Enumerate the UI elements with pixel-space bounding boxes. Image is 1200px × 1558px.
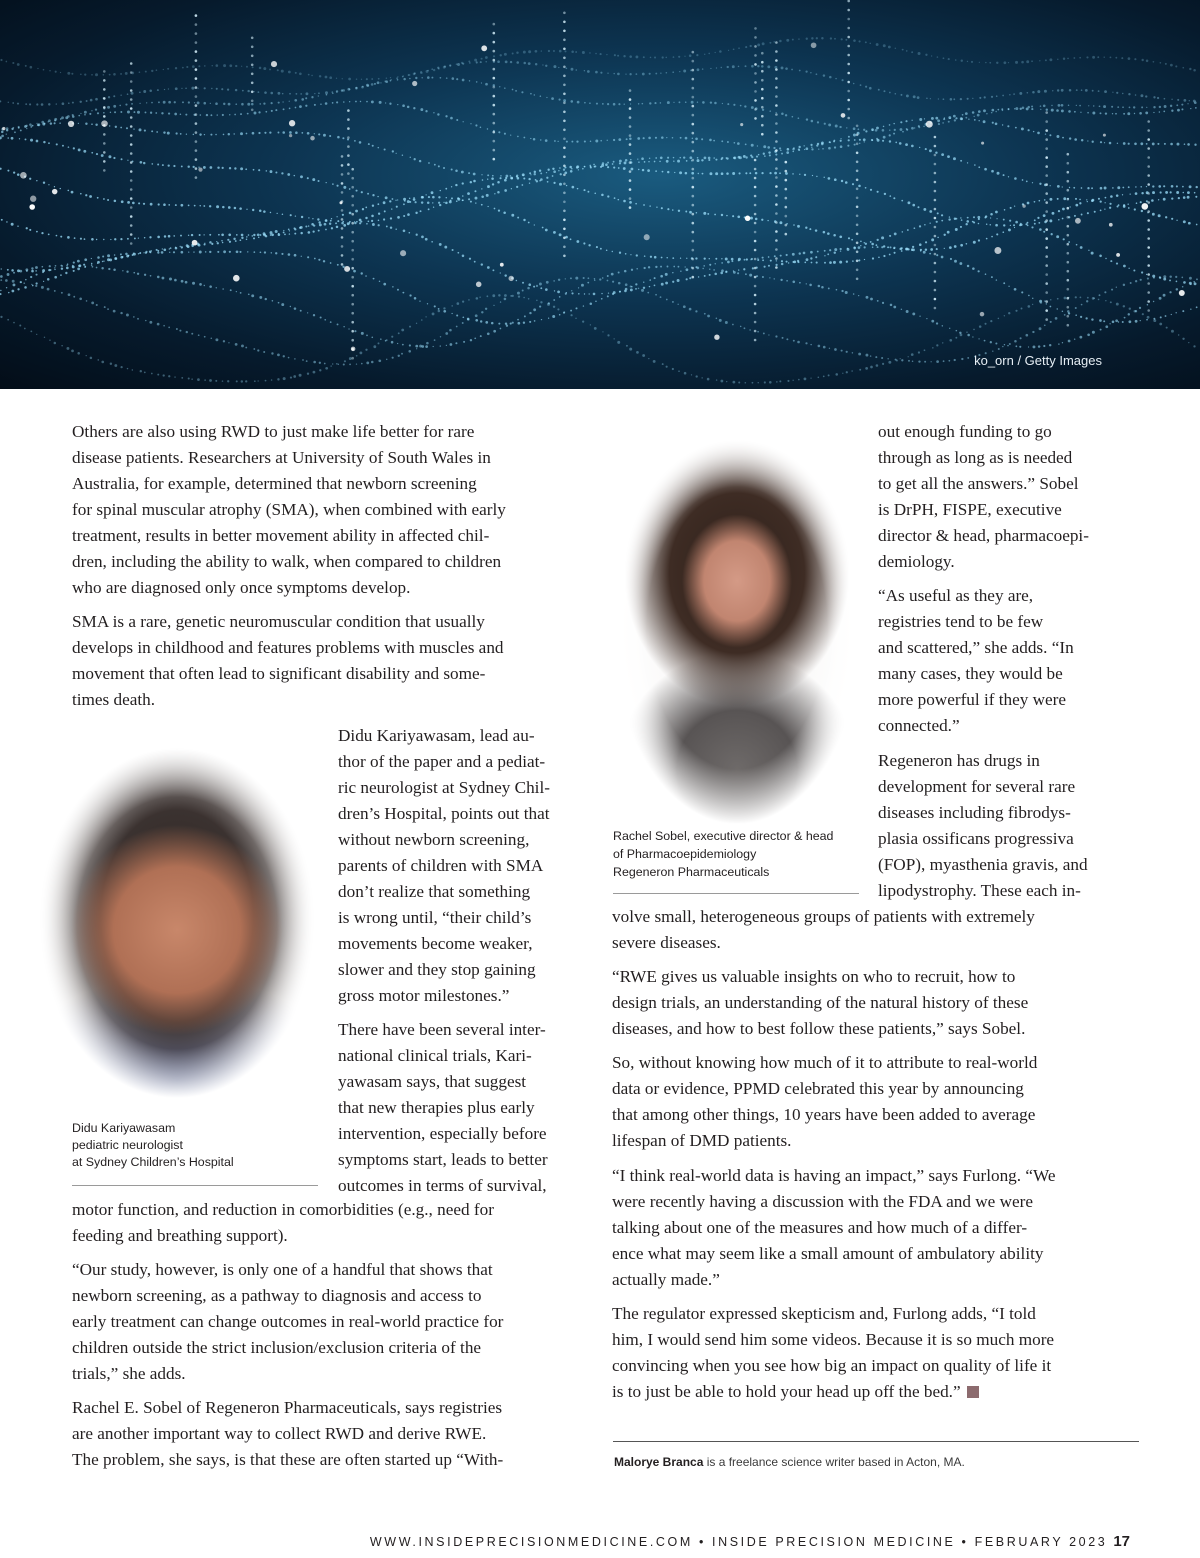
paragraph-line: “Our study, however, is only one of a handful that shows that [72,1260,493,1279]
paragraph-line: Didu Kariyawasam, lead au- [338,726,535,745]
particle-wave [0,275,1198,365]
paragraph-line: early treatment can change outcomes in real-world practice for [72,1312,504,1331]
page-number: 17 [1113,1533,1130,1550]
paragraph-line: through as long as is needed [878,448,1073,467]
paragraph-line: severe diseases. [612,933,721,952]
paragraph-line: are another important way to collect RWD and derive RWE. [72,1424,487,1443]
paragraph-line: out enough funding to go [878,422,1052,441]
paragraph-line: is DrPH, FISPE, executive [878,500,1062,519]
paragraph-line: children outside the strict inclusion/exclusion criteria of the [72,1338,482,1357]
particle-wave [0,60,1196,105]
paragraph-line: “RWE gives us valuable insights on who to recruit, how to [612,967,1016,986]
paragraph-line: The regulator expressed skepticism and, Furlong adds, “I told [612,1304,1036,1323]
paragraph-line: convincing when you see how big an impact on quality of life it [612,1356,1052,1375]
bio-divider [613,1441,1139,1442]
vertical-light-lines [103,0,1150,360]
particle-wave [1,117,1197,178]
paragraph-line: many cases, they would be [878,664,1063,683]
paragraph-line: ence what may seem like a small amount of ambulatory ability [612,1244,1044,1263]
paragraph-line: actually made.” [612,1270,720,1289]
paragraph-line: demiology. [878,552,955,571]
paragraph-line: that new therapies plus early [338,1098,535,1117]
paragraph-line: diseases, and how to best follow these patients,” says Sobel. [612,1019,1026,1038]
paragraph-line: Rachel E. Sobel of Regeneron Pharmaceuticals, says registries [72,1398,503,1417]
paragraph-line: motor function, and reduction in comorbidities (e.g., need for [72,1200,494,1219]
paragraph-line: trials,” she adds. [72,1364,186,1383]
particle-wave [0,246,1197,325]
paragraph-line: who are diagnosed only once symptoms develop. [72,578,411,597]
particle-wave [1,177,1196,251]
paragraph-line: lifespan of DMD patients. [612,1131,792,1150]
paragraph-line: development for several rare [878,777,1076,796]
paragraph-line: more powerful if they were [878,690,1067,709]
paragraph-line: movement that often lead to significant disability and some- [72,664,486,683]
paragraph-line: for spinal muscular atrophy (SMA), when combined with early [72,500,506,519]
paragraph-line: Others are also using RWD to just make life better for rare [72,422,475,441]
paragraph-line: dren, including the ability to walk, when compared to children [72,552,502,571]
hero-image [0,0,1200,389]
author-bio [614,1455,965,1469]
photo-caption-line: Rachel Sobel, executive director & head [613,829,834,843]
photo-caption-line: Regeneron Pharmaceuticals [613,865,770,879]
footer-text: WWW.INSIDEPRECISIONMEDICINE.COM • INSIDE PRECISION MEDICINE • FEBRUARY 2023 [369,1535,1108,1549]
paragraph-line: SMA is a rare, genetic neuromuscular condition that usually [72,612,485,631]
paragraph-line: “As useful as they are, [878,586,1034,605]
paragraph-line: that among other things, 10 years have been added to average [612,1105,1036,1124]
particle-wave [0,216,1196,295]
paragraph-line: “I think real-world data is having an impact,” says Furlong. “We [612,1166,1056,1185]
particle-wave [1,76,1196,131]
photo-caption-line: pediatric neurologist [72,1138,183,1152]
data-wave-graphic [0,0,1200,389]
paragraph-line: volve small, heterogeneous groups of patients with extremely [612,907,1035,926]
paragraph-line-text: is to just be able to hold your head up off the bed.” [612,1382,961,1401]
paragraph-line: to get all the answers.” Sobel [878,474,1079,493]
paragraph-line: plasia ossificans progressiva [878,829,1074,848]
paragraph-line: So, without knowing how much of it to attribute to real-world [612,1053,1038,1072]
paragraph-line: lipodystrophy. These each in- [878,881,1081,900]
paragraph-line: develops in childhood and features problems with muscles and [72,638,504,657]
paragraph-line: treatment, results in better movement ability in affected chil- [72,526,490,545]
paragraph-line: times death. [72,690,156,709]
paragraph-line: (FOP), myasthenia gravis, and [878,855,1088,874]
paragraph-line: yawasam says, that suggest [338,1072,527,1091]
photo-credit: ko_orn / Getty Images [974,353,1102,368]
paragraph-line: registries tend to be few [878,612,1044,631]
last-paragraph-line [612,1379,979,1405]
paragraph-line: director & head, pharmacoepi- [878,526,1089,545]
glow-nodes [2,42,1185,351]
paragraph-line: were recently having a discussion with the FDA and we were [612,1192,1033,1211]
page-footer [370,1533,1130,1550]
paragraph-line: slower and they stop gaining [338,960,536,979]
paragraph-line: ric neurologist at Sydney Chil- [338,778,550,797]
paragraph-line: outcomes in terms of survival, [338,1176,547,1195]
paragraph-line: him, I would send him some videos. Because it is so much more [612,1330,1055,1349]
paragraph-line: The problem, she says, is that these are often started up “With- [72,1450,504,1469]
particle-wave [0,165,1197,226]
paragraph-line: disease patients. Researchers at University of South Wales in [72,448,491,467]
article-end-mark [967,1386,979,1398]
paragraph-line: symptoms start, leads to better [338,1150,548,1169]
particle-wave [0,294,1195,384]
paragraph-line: national clinical trials, Kari- [338,1046,532,1065]
paragraph-line: Australia, for example, determined that newborn screening [72,474,477,493]
author-name: Malorye Branca [614,1455,704,1469]
paragraph-line: and scattered,” she adds. “In [878,638,1074,657]
photo-caption-line: Didu Kariyawasam [72,1121,176,1135]
paragraph-line: connected.” [878,716,960,735]
paragraph-line: diseases including fibrodys- [878,803,1071,822]
portrait-didu-kariyawasam [38,748,316,1098]
paragraph-line: don’t realize that something [338,882,531,901]
paragraph-line: dren’s Hospital, points out that [338,804,550,823]
paragraph-line: feeding and breathing support). [72,1226,288,1245]
author-bio-text: is a freelance science writer based in Acton, MA. [703,1455,965,1469]
particle-wave [1,196,1198,273]
portrait-rachel-sobel [612,432,862,824]
paragraph-line: without newborn screening, [338,830,530,849]
paragraph-line: talking about one of the measures and how much of a differ- [612,1218,1028,1237]
paragraph-line: gross motor milestones.” [338,986,510,1005]
paragraph-line: design trials, an understanding of the natural history of these [612,993,1029,1012]
photo-caption-line: of Pharmacoepidemiology [613,847,757,861]
paragraph-line: There have been several inter- [338,1020,546,1039]
particle-wave [0,265,1195,349]
particle-wave [0,136,1198,204]
paragraph-line: newborn screening, as a pathway to diagnosis and access to [72,1286,482,1305]
paragraph-line: is wrong until, “their child’s [338,908,532,927]
caption-divider [72,1185,318,1186]
paragraph-line: data or evidence, PPMD celebrated this year by announcing [612,1079,1024,1098]
paragraph-line: thor of the paper and a pediat- [338,752,546,771]
paragraph-line: intervention, especially before [338,1124,547,1143]
paragraph-line: Regeneron has drugs in [878,751,1040,770]
particle-wave [0,37,1195,80]
paragraph-line: movements become weaker, [338,934,533,953]
photo-caption-line: at Sydney Children’s Hospital [72,1155,234,1169]
paragraph-line: parents of children with SMA [338,856,544,875]
caption-divider [613,893,859,894]
